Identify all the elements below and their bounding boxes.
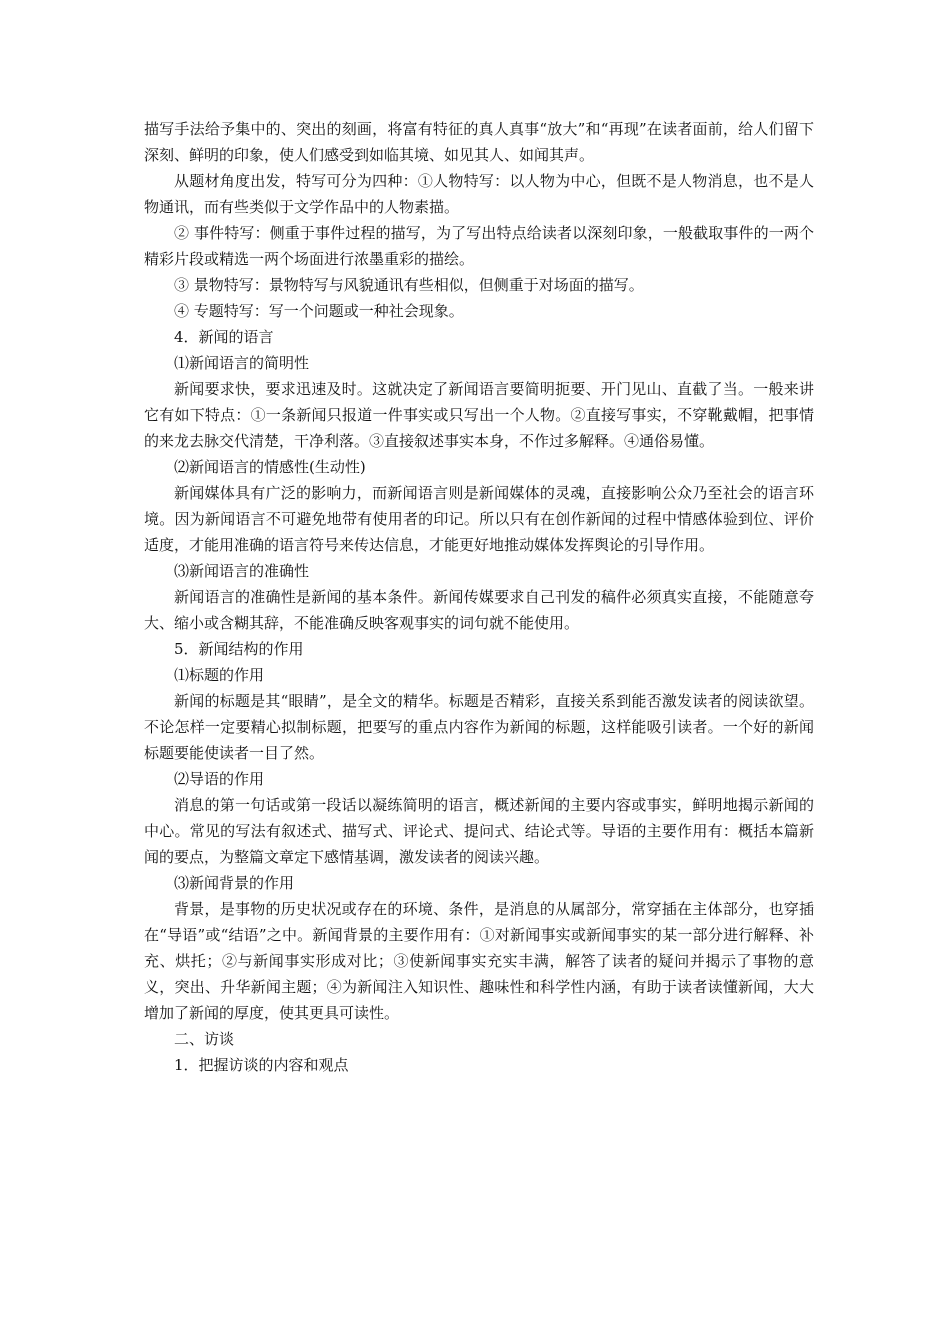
subheading-accuracy: ⑶新闻语言的准确性	[174, 562, 310, 580]
subheading-background-role: ⑶新闻背景的作用	[174, 874, 295, 892]
paragraph-emotion: 新闻媒体具有广泛的影响力，而新闻语言则是新闻媒体的灵魂，直接影响公众乃至社会的语言环境。因为新闻语言不可避免地带有使用者的印记。所以只有在创作新闻的过程中情感体验到位、评价适度，才能用准确的语言符号来传达信息，才能更好地推动媒体发挥舆论的引导作用。	[144, 484, 814, 554]
subheading-lead-role: ⑵导语的作用	[174, 770, 265, 788]
paragraph-event-feature: ② 事件特写：侧重于事件过程的描写，为了写出特点给读者以深刻印象，一般截取事件的一两个精彩片段或精选一两个场面进行浓墨重彩的描绘。	[144, 224, 814, 268]
paragraph-scenery-feature: ③ 景物特写：景物特写与风貌通讯有些相似，但侧重于对场面的描写。	[174, 276, 644, 294]
paragraph-lead-role: 消息的第一句话或第一段话以凝练简明的语言，概述新闻的主要内容或事实，鲜明地揭示新闻的中心。常见的写法有叙述式、描写式、评论式、提问式、结论式等。导语的主要作用有：概括本篇新闻的要点，为整篇文章定下感情基调，激发读者的阅读兴趣。	[144, 796, 814, 866]
paragraph-title-role: 新闻的标题是其“眼睛”，是全文的精华。标题是否精彩，直接关系到能否激发读者的阅读欲望。不论怎样一定要精心拟制标题，把要写的重点内容作为新闻的标题，这样能吸引读者。一个好的新闻标题要能使读者一目了然。	[144, 692, 814, 762]
heading-interview: 二、访谈	[174, 1030, 235, 1048]
heading-news-structure: 5．新闻结构的作用	[174, 640, 304, 658]
document-body	[144, 116, 814, 1078]
paragraph-accuracy: 新闻语言的准确性是新闻的基本条件。新闻传媒要求自己刊发的稿件必须真实直接，不能随意夸大、缩小或含糊其辞，不能准确反映客观事实的词句就不能使用。	[144, 588, 814, 632]
subheading-emotion: ⑵新闻语言的情感性(生动性)	[174, 458, 366, 476]
paragraph-conciseness: 新闻要求快，要求迅速及时。这就决定了新闻语言要简明扼要、开门见山、直截了当。一般来讲它有如下特点：①一条新闻只报道一件事实或只写出一个人物。②直接写事实，不穿靴戴帽，把事情的来龙去脉交代清楚，干净利落。③直接叙述事实本身，不作过多解释。④通俗易懂。	[144, 380, 814, 450]
paragraph-topic-feature: ④ 专题特写：写一个问题或一种社会现象。	[174, 302, 464, 320]
subheading-title-role: ⑴标题的作用	[174, 666, 265, 684]
subheading-conciseness: ⑴新闻语言的简明性	[174, 354, 310, 372]
paragraph-background-role: 背景，是事物的历史状况或存在的环境、条件，是消息的从属部分，常穿插在主体部分，也穿插在“导语”或“结语”之中。新闻背景的主要作用有：①对新闻事实或新闻事实的某一部分进行解释、补充、烘托；②与新闻事实形成对比；③使新闻事实充实丰满，解答了读者的疑问并揭示了事物的意义，突出、升华新闻主题；④为新闻注入知识性、趣味性和科学性内涵，有助于读者读懂新闻，大大增加了新闻的厚度，使其更具可读性。	[144, 900, 814, 1022]
paragraph-continuation: 描写手法给予集中的、突出的刻画，将富有特征的真人真事“放大”和“再现”在读者面前，给人们留下深刻、鲜明的印象，使人们感受到如临其境、如见其人、如闻其声。	[144, 120, 814, 164]
heading-news-language: 4．新闻的语言	[174, 328, 274, 346]
subheading-interview-content: 1．把握访谈的内容和观点	[174, 1056, 349, 1074]
paragraph-feature-types: 从题材角度出发，特写可分为四种：①人物特写：以人物为中心，但既不是人物消息，也不是人物通讯，而有些类似于文学作品中的人物素描。	[144, 172, 814, 216]
